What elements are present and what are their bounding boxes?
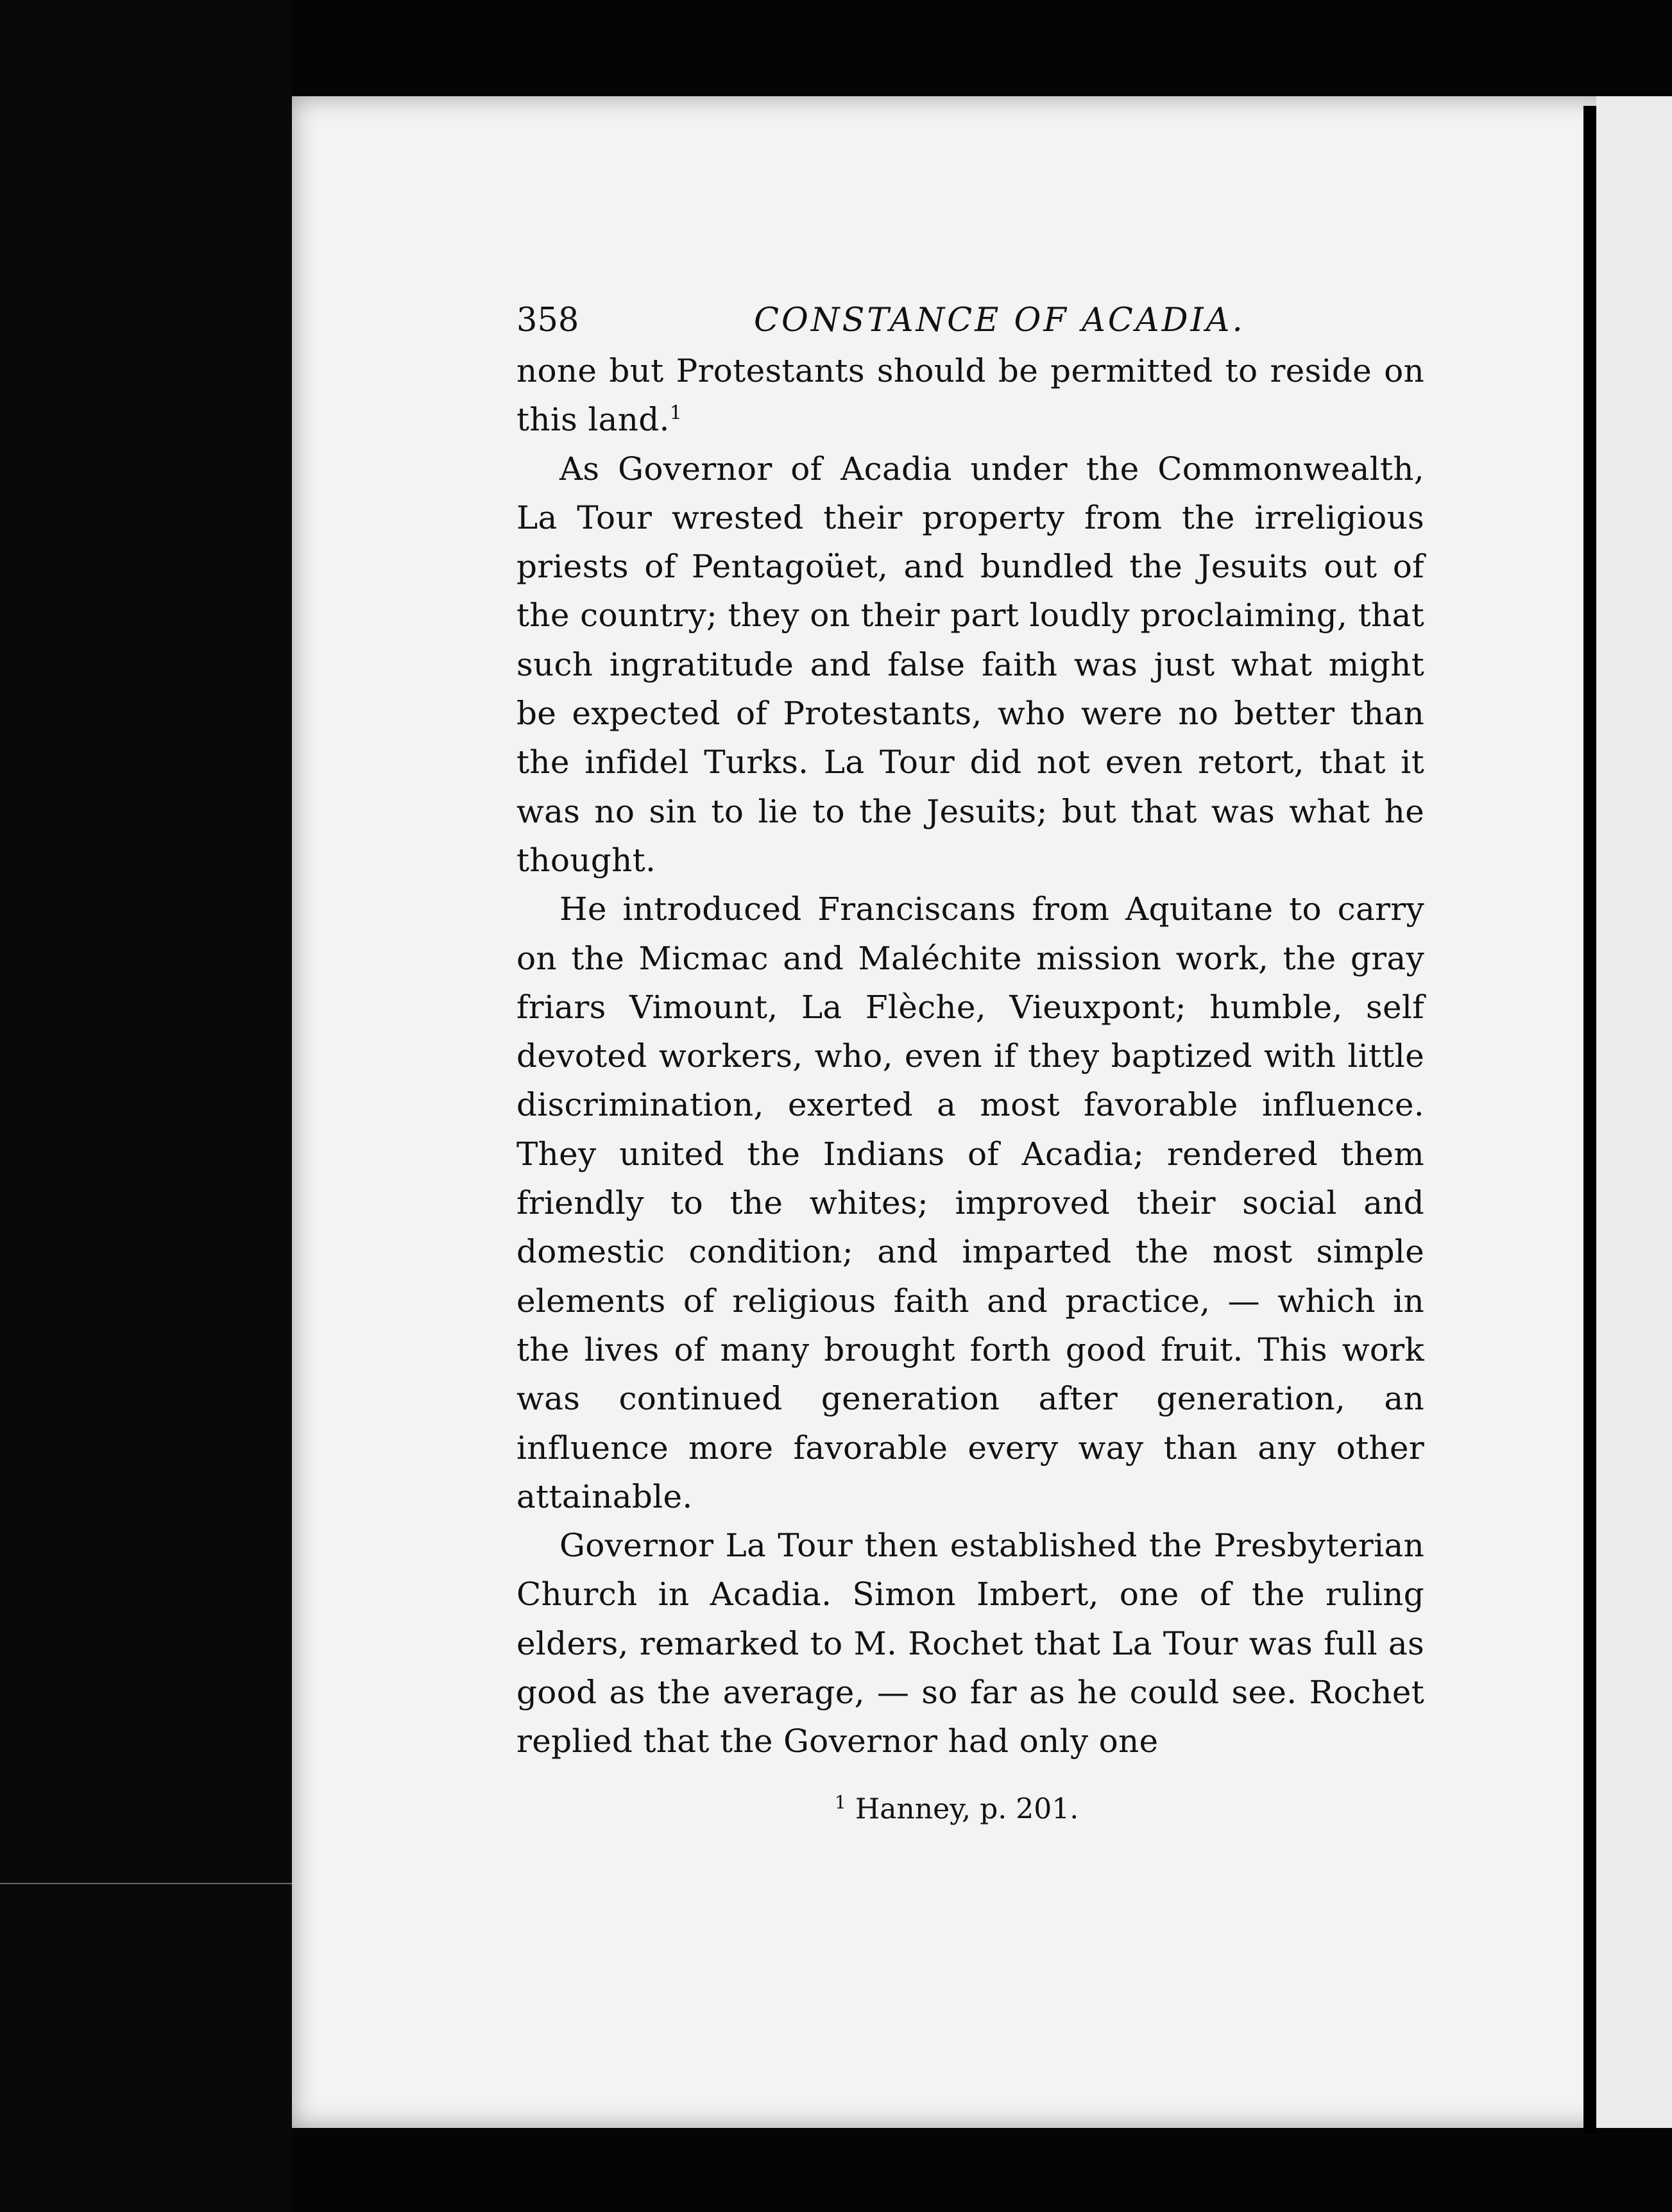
footnote-text: Hanney, p. 201.: [855, 1792, 1079, 1826]
page-content: [516, 302, 1424, 1825]
running-head: [516, 302, 1424, 346]
body-text: [516, 346, 1424, 1766]
paragraph: Governor La Tour then established the Presbyterian Church in Acadia. Simon Imbert, one of the ruling elders, remarked to M. Rochet that La Tour was full as good as the average, — so far as he could see. Rochet replied that the Governor had only one: [516, 1527, 1424, 1760]
footnote-mark: 1: [835, 1791, 846, 1813]
running-title: CONSTANCE OF ACADIA.: [754, 302, 1245, 339]
footnote: [516, 1792, 1424, 1826]
paragraph: [516, 346, 1424, 445]
paragraph: He introduced Franciscans from Aquitane to carry on the Micmac and Maléchite mission work, the gray friars Vimount, La Flèche, Vieuxpont; humble, self devoted workers, who, even if they baptized with little discrimination, exerted a most favorable influence. They united the Indians of Acadia; rendered them friendly to the whites; improved their social and domestic condition; and imparted the most simple elements of religious faith and practice, — which in the lives of many brought forth good fruit. This work was continued generation after generation, an influence more favorable every way than any other attainable.: [516, 890, 1424, 1515]
footnote-reference: 1: [669, 402, 683, 425]
paragraph-text: none but Protestants should be permitted to reside on this land.: [516, 352, 1424, 439]
paragraph: As Governor of Acadia under the Commonwealth, La Tour wrested their property from the irreligious priests of Pentagoüet, and bundled the Jesuits out of the country; they on their part loudly proclaiming, that such ingratitude and false faith was just what might be expected of Protestants, who were no better than the infidel Turks. La Tour did not even retort, that it was no sin to lie to the Jesuits; but that was what he thought.: [516, 450, 1424, 879]
page-number: 358: [516, 302, 579, 339]
next-page-edge: [1596, 96, 1672, 2128]
left-dark-border: [0, 0, 292, 2212]
page-gutter-edge: [1583, 106, 1596, 2133]
scan-artifact-line: [0, 1883, 292, 1884]
